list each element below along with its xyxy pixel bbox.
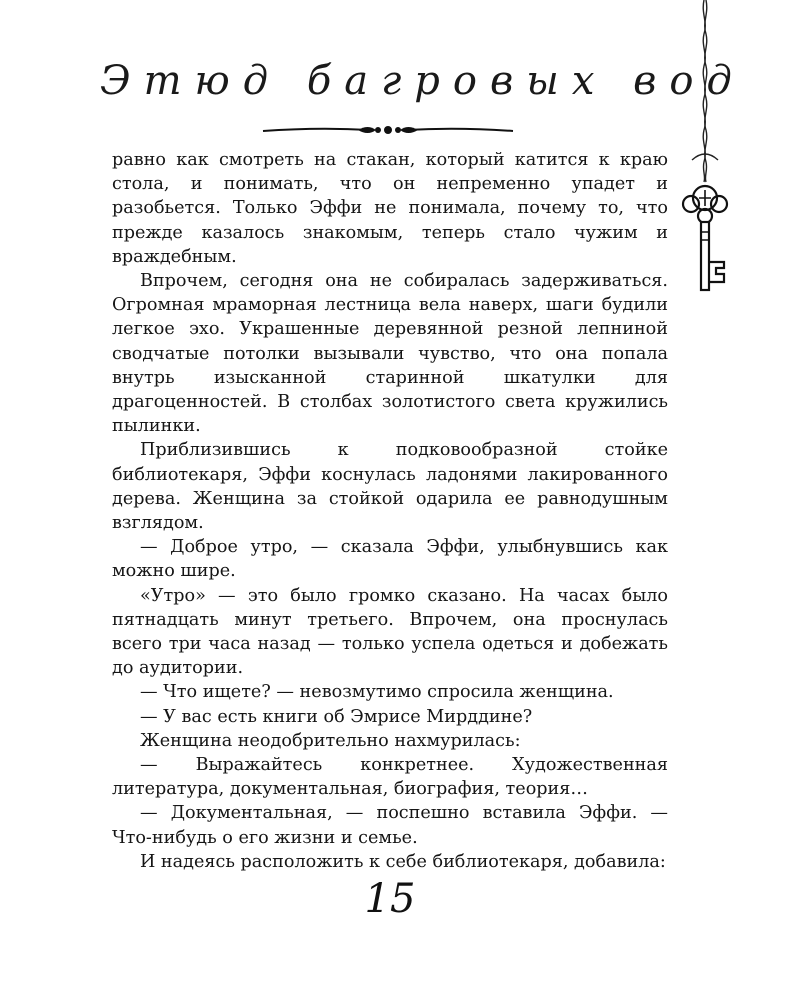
- body-text: [112, 148, 668, 874]
- paragraph: Впрочем, сегодня она не собиралась задерживаться. Огромная мраморная лестница вела наверх, шаги будили легкое эхо. Украшенные деревянной резной лепниной сводчатые потолки вызывали чувство, что она попала внутрь изысканной старинной шкатулки для драгоценностей. В столбах золотистого света кружились пылинки.: [112, 271, 668, 437]
- paragraph: Женщина неодобрительно нахмурилась:: [140, 730, 521, 751]
- paragraph: равно как смотреть на стакан, который катится к краю стола, и понимать, что он непременно упадет и разобьется. Только Эффи не понимала, почему то, что прежде казалось знакомым, теперь стало чужим и враждебным.: [112, 150, 668, 267]
- paragraph: И надеясь расположить к себе библиотекаря, добавила:: [140, 851, 666, 872]
- dialogue-line: — Выражайтесь конкретнее. Художественная литература, документальная, биография, теория…: [112, 755, 668, 800]
- key-pendant-icon: [668, 0, 748, 300]
- dialogue-line: — Документальная, — поспешно вставила Эффи. — Что-нибудь о его жизни и семье.: [112, 803, 668, 848]
- running-header-title: Этюд багровых вод: [100, 58, 745, 104]
- page-number: 15: [364, 876, 416, 922]
- paragraph: «Утро» — это было громко сказано. На часах было пятнадцать минут третьего. Впрочем, она проснулась всего три часа назад — только успела одеться и добежать до аудитории.: [112, 585, 668, 679]
- dialogue-line: — Что ищете? — невозмутимо спросила женщина.: [140, 682, 614, 703]
- header-ornament: [258, 121, 518, 141]
- dialogue-line: — Доброе утро, — сказала Эффи, улыбнувшись как можно шире.: [112, 537, 668, 582]
- dialogue-line: — У вас есть книги об Эмрисе Мирддине?: [140, 706, 533, 727]
- paragraph: Приблизившись к подковообразной стойке библиотекаря, Эффи коснулась ладонями лакированного дерева. Женщина за стойкой одарила ее равнодушным взглядом.: [112, 440, 668, 534]
